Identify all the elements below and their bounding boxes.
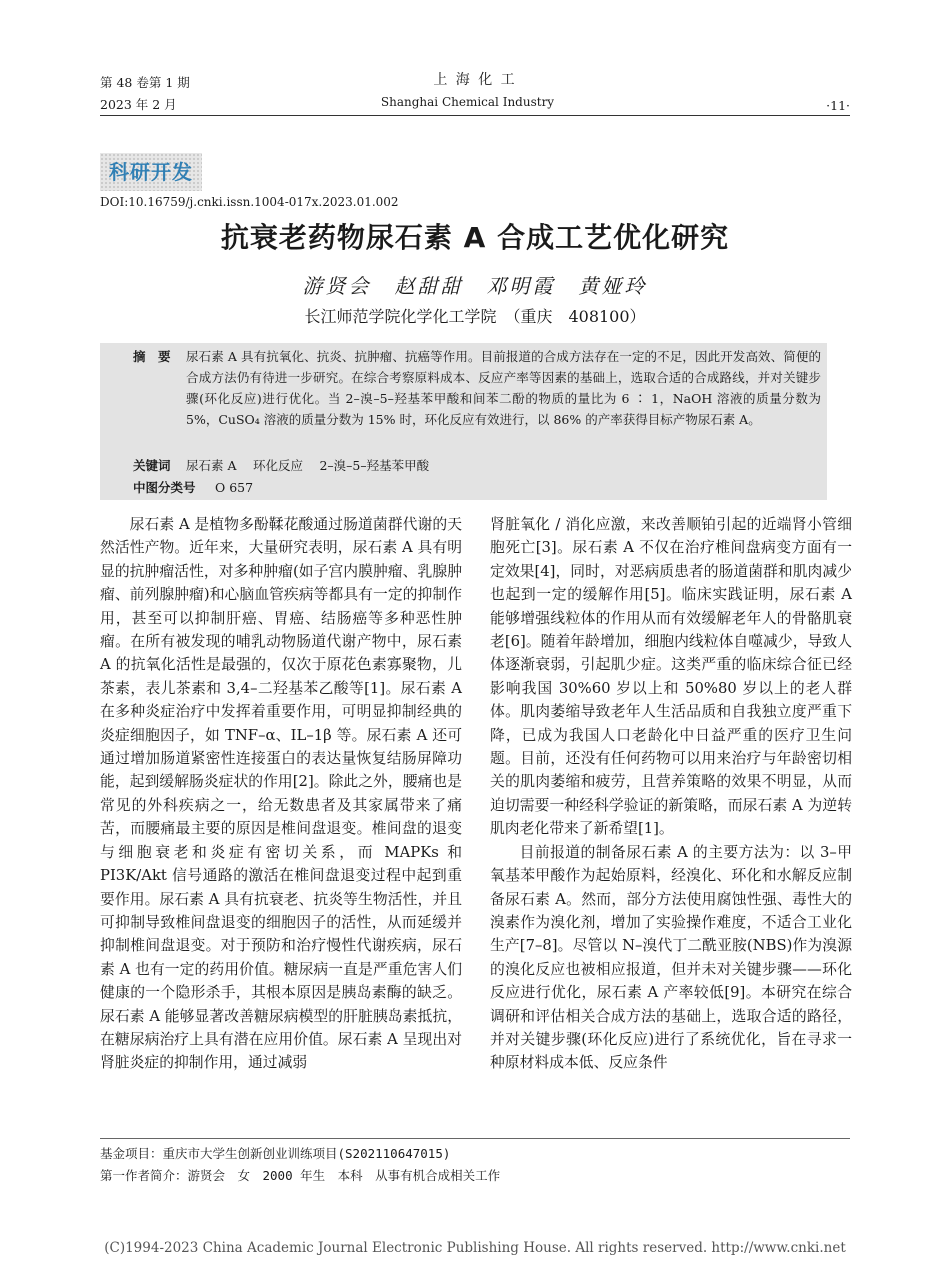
section-tag: 科研开发 — [100, 153, 202, 191]
clc-label: 中图分类号 — [133, 480, 196, 495]
abstract-label: 摘 要 — [133, 349, 171, 364]
journal-name-en: Shanghai Chemical Industry — [380, 95, 555, 109]
page-number: ·11· — [826, 98, 850, 113]
abstract-text: 尿石素 A 具有抗氧化、抗炎、抗肿瘤、抗癌等作用。目前报道的合成方法存在一定的不足，因此开发高效、简便的合成方法仍有待进一步研究。在综合考察原料成本、反应产率等因素的基础上，选取合适的合成路线，并对关键步骤(环化反应)进行优化。当 2–溴–5–羟基苯甲酸和间苯二酚的物质的量比为 6 ∶ 1，NaOH 溶液的质量分数为 5%，CuSO₄ 溶液的质量分数为 15% 时，环化反应有效进行，以 86% 的产率获得目标产物尿石素 A。 — [186, 349, 821, 427]
journal-date: 2023 年 2 月 — [100, 97, 177, 112]
footnote-author: 第一作者简介：游贤会 女 2000 年生 本科 从事有机合成相关工作 — [100, 1168, 501, 1183]
article-title: 抗衰老药物尿石素 A 合成工艺优化研究 — [220, 221, 730, 254]
copyright-line: (C)1994-2023 China Academic Journal Electronic Publishing House. All rights reserved. http://www.cnki.net — [104, 1240, 846, 1256]
header-rule — [100, 115, 850, 116]
keywords: 尿石素 A 环化反应 2–溴–5–羟基苯甲酸 — [186, 458, 430, 473]
authors: 游贤会 赵甜甜 邓明霞 黄娅玲 — [302, 274, 648, 298]
body-paragraph: 尿石素 A 是植物多酚鞣花酸通过肠道菌群代谢的天然活性产物。近年来，大量研究表明，尿石素 A 具有明显的抗肿瘤活性，对多种肿瘤(如子宫内膜肿瘤、乳腺肿瘤、前列腺肿瘤)和心脑血管疾病等都具有一定的抑制作用，甚至可以抑制肝癌、胃癌、结肠癌等多种恶性肿瘤。在所有被发现的哺乳动物肠道代谢产物中，尿石素 A 的抗氧化活性是最强的，仅次于原花色素寡聚物，儿茶素，表儿茶素和 3,4–二羟基苯乙酸等[1]。尿石素 A 在多种炎症治疗中发挥着重要作用，可明显抑制经典的炎症细胞因子，如 TNF–α、IL–1β 等。尿石素 A 还可通过增加肠道紧密性连接蛋白的表达量恢复结肠屏障功能，起到缓解肠炎症状的作用[2]。除此之外，腰痛也是常见的外科疾病之一，给无数患者及其家属带来了痛苦，而腰痛最主要的原因是椎间盘退变。椎间盘的退变与细胞衰老和炎症有密切关系，而 MAPKs 和 PI3K/Akt 信号通路的激活在椎间盘退变过程中起到重要作用。尿石素 A 具有抗衰老、抗炎等生物活性，并且可抑制导致椎间盘退变的细胞因子的活性，从而延缓并抑制椎间盘退变。对于预防和治疗慢性代谢疾病，尿石素 A 也有一定的药用价值。糖尿病一直是严重危害人们健康的一个隐形杀手，其根本原因是胰岛素酶的缺乏。尿石素 A 能够显著改善糖尿病模型的肝脏胰岛素抵抗，在糖尿病治疗上具有潜在应用价值。尿石素 A 呈现出对肾脏炎症的抑制作用，通过减弱 — [100, 516, 462, 1072]
body-paragraph: 目前报道的制备尿石素 A 的主要方法为：以 3–甲氧基苯甲酸作为起始原料，经溴化、环化和水解反应制备尿石素 A。然而，部分方法使用腐蚀性强、毒性大的溴素作为溴化剂，增加了实验操作难度，不适合工业化生产[7–8]。尽管以 N–溴代丁二酰亚胺(NBS)作为溴源的溴化反应也被相应报道，但并未对关键步骤——环化反应进行优化，尿石素 A 产率较低[9]。本研究在综合调研和评估相关合成方法的基础上，选取合适的路径，并对关键步骤(环化反应)进行了系统优化，旨在寻求一种原材料成本低、反应条件 — [490, 843, 852, 1072]
affiliation: 长江师范学院化学化工学院 （重庆 408100） — [304, 307, 646, 326]
journal-volume: 第 48 卷第 1 期 — [100, 75, 190, 90]
footnote-rule — [100, 1138, 850, 1139]
doi: DOI:10.16759/j.cnki.issn.1004-017x.2023.01.002 — [100, 195, 399, 209]
right-column — [490, 513, 852, 1075]
journal-name-cn: 上 海 化 工 — [433, 72, 517, 88]
clc-number: O 657 — [215, 480, 254, 495]
keywords-label: 关键词 — [133, 458, 171, 473]
body-paragraph: 肾脏氧化 / 消化应激，来改善顺铂引起的近端肾小管细胞死亡[3]。尿石素 A 不仅在治疗椎间盘病变方面有一定效果[4]，同时，对恶病质患者的肠道菌群和肌肉减少也起到一定的缓解作用[5]。临床实践证明，尿石素 A 能够增强线粒体的作用从而有效缓解老年人的骨骼肌衰老[6]。随着年龄增加，细胞内线粒体自噬减少，导致人体逐渐衰弱，引起肌少症。这类严重的临床综合征已经影响我国 30%60 岁以上和 50%80 岁以上的老人群体。肌肉萎缩导致老年人生活品质和自我独立度严重下降，已成为我国人口老龄化中日益严重的医疗卫生问题。目前，还没有任何药物可以用来治疗与年龄密切相关的肌肉萎缩和疲劳，且营养策略的效果不明显，从而迫切需要一种经科学验证的新策略，而尿石素 A 为逆转肌肉老化带来了新希望[1]。 — [490, 516, 852, 838]
footnote-fund: 基金项目：重庆市大学生创新创业训练项目(S202110647015) — [100, 1146, 451, 1161]
left-column — [100, 513, 462, 1075]
